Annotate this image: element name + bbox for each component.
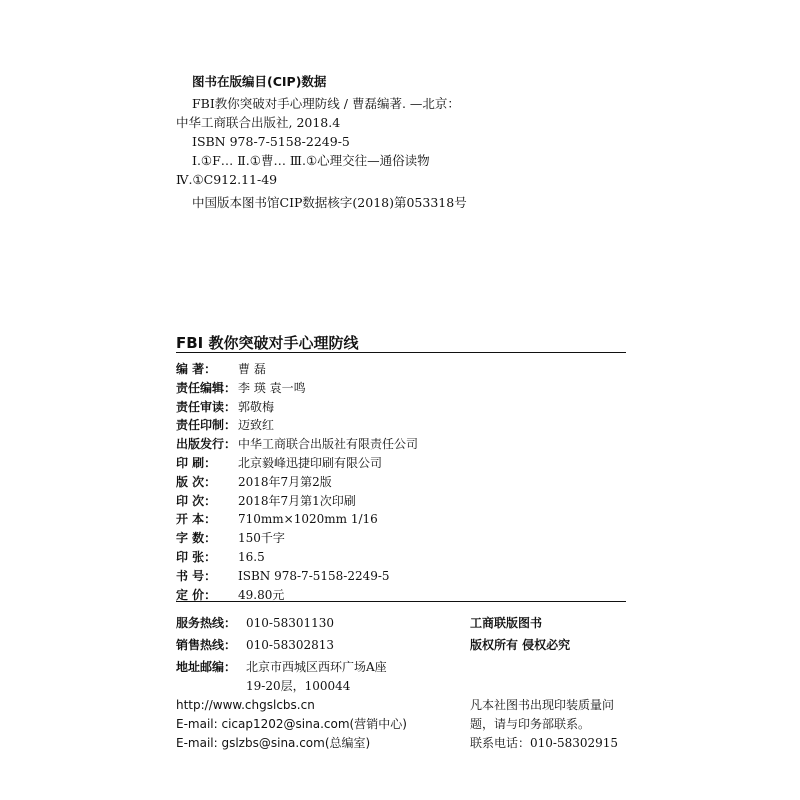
- credit-value: 北京毅峰迅捷印刷有限公司: [238, 456, 383, 470]
- cip-line-publisher: 中华工商联合出版社, 2018.4: [176, 115, 341, 130]
- credit-row: [176, 398, 274, 416]
- publisher-label: 工商联版图书: [470, 616, 543, 630]
- credit-row: [176, 473, 332, 491]
- email-editorial: E-mail: gslzbs@sina.com(总编室): [176, 736, 371, 750]
- credit-row: [176, 492, 356, 510]
- credit-row: [176, 454, 382, 472]
- credit-label: 定 价：: [176, 587, 217, 602]
- book-title: FBI 教你突破对手心理防线: [176, 334, 359, 352]
- cip-line-subject: Ⅰ.①F… Ⅱ.①曹… Ⅲ.①心理交往—通俗读物: [192, 153, 430, 168]
- credit-row: [176, 416, 274, 434]
- cip-heading: 图书在版编目(CIP)数据: [192, 74, 327, 89]
- credit-row: [176, 360, 266, 378]
- address-label: 地址邮编：: [176, 660, 237, 674]
- sales-label: 销售热线：: [176, 638, 237, 652]
- credit-label: 责任印制：: [176, 418, 237, 433]
- notice-phone: 联系电话：010-58302915: [470, 736, 619, 750]
- credit-value: 郭敬梅: [238, 399, 275, 414]
- sales-value: 010-58302813: [246, 638, 335, 652]
- credit-label: 版 次：: [176, 474, 217, 489]
- rights-statement: 版权所有 侵权必究: [470, 638, 571, 652]
- address-line1: 北京市西城区西环广场A座: [246, 660, 387, 674]
- cip-line-class: Ⅳ.①C912.11-49: [176, 172, 278, 187]
- hotline-value: 010-58301130: [246, 616, 335, 630]
- credit-value: 曹 磊: [238, 362, 266, 376]
- credit-value: 2018年7月第2版: [238, 474, 332, 489]
- credit-row: [176, 548, 265, 566]
- credit-label: 印 张：: [176, 550, 217, 564]
- cip-line-title: FBI教你突破对手心理防线 / 曹磊编著. —北京：: [192, 96, 460, 111]
- credit-label: 印 刷：: [176, 456, 217, 470]
- email-sales: E-mail: cicap1202@sina.com(营销中心): [176, 717, 407, 731]
- credit-row: [176, 567, 390, 585]
- credit-row: [176, 435, 418, 453]
- service-hotline: [176, 614, 334, 632]
- credit-value: 李 瑛 袁一鸣: [238, 380, 306, 395]
- credit-label: 字 数：: [176, 531, 217, 546]
- credit-value: 49.80元: [238, 587, 285, 602]
- credit-label: 印 次：: [176, 493, 217, 508]
- credit-label: 书 号：: [176, 568, 217, 583]
- service-sales: [176, 636, 334, 654]
- credit-label: 编 著：: [176, 362, 217, 376]
- credit-row: [176, 510, 378, 528]
- credit-row: [176, 529, 285, 547]
- credit-value: 710mm×1020mm 1/16: [238, 512, 378, 527]
- credit-label: 开 本：: [176, 512, 217, 527]
- cip-line-isbn: ISBN 978-7-5158-2249-5: [192, 134, 350, 149]
- credit-value: 16.5: [238, 550, 265, 564]
- credit-value: 迈致红: [238, 418, 275, 433]
- service-address: [176, 658, 387, 676]
- cip-verify: 中国版本图书馆CIP数据核字(2018)第053318号: [192, 195, 467, 210]
- service-address-2: [176, 677, 350, 695]
- credit-row: [176, 379, 306, 397]
- address-line2: 19-20层，100044: [246, 679, 351, 693]
- website: http://www.chgslcbs.cn: [176, 698, 315, 712]
- credit-label: 出版发行：: [176, 437, 237, 452]
- credit-label: 责任编辑：: [176, 380, 237, 395]
- credit-value: 2018年7月第1次印刷: [238, 493, 356, 508]
- hotline-label: 服务热线：: [176, 616, 237, 630]
- credit-value: ISBN 978-7-5158-2249-5: [238, 568, 390, 583]
- notice-line-2: 题，请与印务部联系。: [470, 717, 591, 731]
- notice-line-1: 凡本社图书出现印装质量问: [470, 698, 615, 712]
- credit-label: 责任审读：: [176, 399, 237, 414]
- title-rule: [176, 352, 626, 353]
- credits-rule: [176, 601, 626, 602]
- credit-value: 150千字: [238, 531, 285, 546]
- credit-value: 中华工商联合出版社有限责任公司: [238, 437, 419, 452]
